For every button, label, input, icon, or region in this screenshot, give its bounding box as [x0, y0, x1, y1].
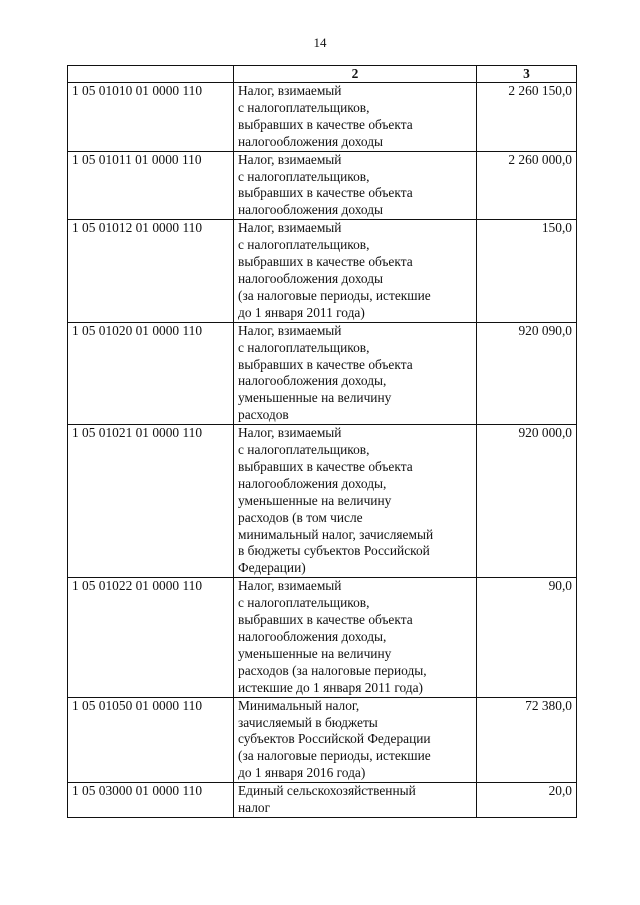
budget-code-cell: 1 05 01011 01 0000 110 [68, 151, 234, 220]
table-row [68, 697, 577, 783]
income-name-line: в бюджеты субъектов Российской [238, 543, 430, 559]
budget-code-cell: 1 05 01050 01 0000 110 [68, 697, 234, 783]
amount-cell: 2 260 000,0 [477, 151, 577, 220]
income-name-line: налогообложения доходы [238, 202, 384, 218]
table-row [68, 425, 577, 578]
income-name-line: налогообложения доходы, [238, 629, 387, 644]
header-cell-name: 2 [234, 66, 477, 83]
budget-code-cell: 1 05 01022 01 0000 110 [68, 578, 234, 697]
income-name-line: расходов (в том числе [238, 509, 363, 525]
amount-cell: 72 380,0 [477, 697, 577, 783]
budget-code-cell: 1 05 03000 01 0000 110 [68, 783, 234, 818]
amount-cell: 920 000,0 [477, 425, 577, 578]
income-name-line: выбравших в качестве объекта [238, 356, 413, 372]
income-name-cell [234, 220, 477, 322]
income-name-line: Налог, взимаемый [238, 322, 342, 338]
income-name-line: (за налоговые периоды, истекшие [238, 748, 431, 764]
income-name-cell [234, 578, 477, 697]
income-name-line: истекшие до 1 января 2011 года) [238, 679, 424, 695]
income-name-line: с налогоплательщиков, [238, 99, 370, 115]
income-name-line: налог [238, 800, 271, 816]
income-name-line: выбравших в качестве объекта [238, 185, 413, 201]
table-row [68, 783, 577, 818]
budget-code-cell: 1 05 01010 01 0000 110 [68, 83, 234, 152]
income-name-line: (за налоговые периоды, истекшие [238, 287, 431, 303]
budget-code-cell: 1 05 01020 01 0000 110 [68, 322, 234, 424]
income-name-cell [234, 151, 477, 220]
income-name-line: выбравших в качестве объекта [238, 116, 413, 132]
income-name-line: выбравших в качестве объекта [238, 254, 413, 270]
income-name-line: расходов (за налоговые периоды, [238, 662, 427, 678]
amount-cell: 2 260 150,0 [477, 83, 577, 152]
income-name-line: до 1 января 2016 года) [238, 765, 366, 781]
income-name-line: субъектов Российской Федерации [238, 731, 431, 747]
income-name-line: с налогоплательщиков, [238, 595, 370, 611]
table-row [68, 578, 577, 697]
income-name-line: налогообложения доходы, [238, 475, 387, 491]
table-row [68, 322, 577, 424]
header-cell-amount: 3 [477, 66, 577, 83]
income-name-line: расходов [238, 407, 289, 423]
budget-table [67, 65, 577, 818]
income-name-line: Налог, взимаемый [238, 83, 342, 98]
income-name-cell [234, 783, 477, 818]
income-name-line: с налогоплательщиков, [238, 339, 370, 355]
income-name-line: зачисляемый в бюджеты [238, 714, 378, 730]
income-name-line: до 1 января 2011 года) [238, 304, 365, 320]
budget-table-body [68, 66, 577, 818]
income-name-line: Единый сельскохозяйственный [238, 783, 416, 799]
income-name-line: налогообложения доходы [238, 133, 384, 149]
table-header-row [68, 66, 577, 83]
budget-code-cell: 1 05 01021 01 0000 110 [68, 425, 234, 578]
income-name-line: Минимальный налог, [238, 697, 360, 713]
income-name-cell [234, 83, 477, 152]
income-name-line: налогообложения доходы [238, 270, 384, 286]
income-name-line: минимальный налог, зачисляемый [238, 526, 434, 542]
header-cell-code [68, 66, 234, 83]
income-name-line: уменьшенные на величину [238, 492, 392, 508]
income-name-line: уменьшенные на величину [238, 390, 392, 406]
income-name-line: выбравших в качестве объекта [238, 612, 413, 628]
income-name-cell [234, 322, 477, 424]
income-name-cell [234, 697, 477, 783]
table-row [68, 151, 577, 220]
income-name-line: с налогоплательщиков, [238, 168, 370, 184]
income-name-line: выбравших в качестве объекта [238, 458, 413, 474]
page-number: 14 [313, 35, 327, 50]
income-name-line: Налог, взимаемый [238, 220, 342, 236]
income-name-line: с налогоплательщиков, [238, 237, 370, 253]
amount-cell: 90,0 [477, 578, 577, 697]
income-name-line: налогообложения доходы, [238, 373, 387, 389]
income-name-line: Налог, взимаемый [238, 151, 342, 167]
amount-cell: 20,0 [477, 783, 577, 818]
income-name-line: с налогоплательщиков, [238, 442, 370, 458]
income-name-line: Федерации) [238, 560, 306, 576]
income-name-line: Налог, взимаемый [238, 425, 342, 441]
amount-cell: 150,0 [477, 220, 577, 322]
table-row [68, 220, 577, 322]
income-name-line: Налог, взимаемый [238, 578, 342, 594]
income-name-line: уменьшенные на величину [238, 645, 392, 661]
amount-cell: 920 090,0 [477, 322, 577, 424]
income-name-cell [234, 425, 477, 578]
table-row [68, 83, 577, 152]
budget-code-cell: 1 05 01012 01 0000 110 [68, 220, 234, 322]
